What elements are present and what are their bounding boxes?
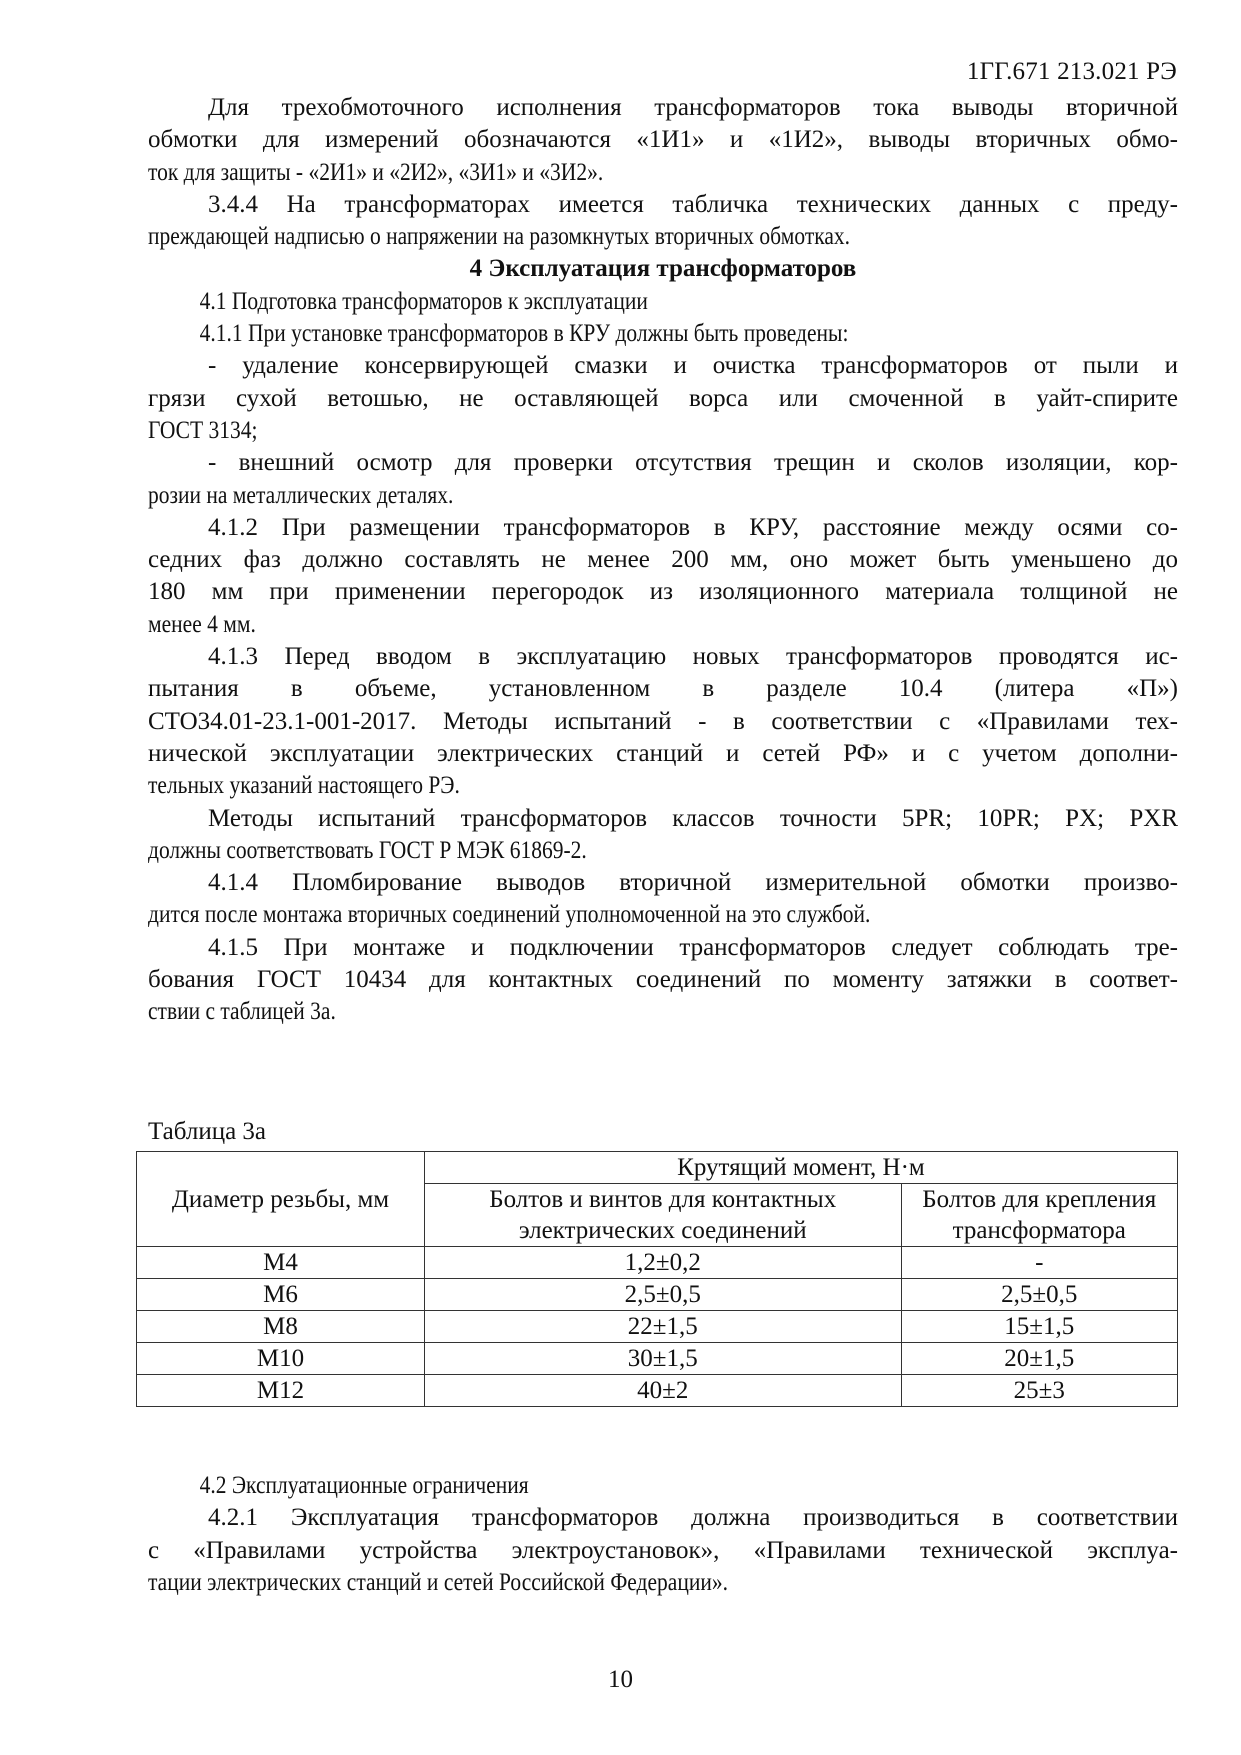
paragraph-4-1-2 — [148, 512, 1178, 641]
text-line: ГОСТ 3134; — [148, 416, 258, 444]
header-contact-bolts — [424, 1184, 901, 1247]
text-line: преждающей надписью о напряжении на разомкнутых вторичных обмотках. — [148, 223, 851, 251]
document-code: 1ГГ.671 213.021 РЭ — [966, 58, 1177, 85]
table-row — [137, 1375, 1178, 1407]
cell-contact-torque: 40±2 — [424, 1375, 901, 1407]
text-line: должны соответствовать ГОСТ Р МЭК 61869-2. — [148, 836, 587, 864]
text-line: обмотки для измерений обозначаются «1И1» и «1И2», выводы вторичных обмо- — [148, 126, 1178, 154]
header-text-line: Болтов для крепления — [922, 1186, 1157, 1213]
subsection-heading-4-2: 4.2 Эксплуатационные ограничения — [199, 1472, 529, 1499]
text-line: дится после монтажа вторичных соединений уполномоченной на это службой. — [148, 901, 871, 929]
paragraph-4-1-1: 4.1.1 При установке трансформаторов в КРУ должны быть проведены: — [199, 320, 849, 348]
text-line: пытания в объеме, установленном в разделе 10.4 (литера «П») — [148, 675, 1178, 703]
table-row — [137, 1247, 1178, 1279]
page-number: 10 — [608, 1666, 633, 1693]
torque-table — [136, 1151, 1178, 1407]
text-line: 4.1.4 Пломбирование выводов вторичной измерительной обмотки произво- — [208, 869, 1178, 897]
cell-mounting-torque: 25±3 — [901, 1375, 1177, 1407]
text-line: Для трехобмоточного исполнения трансформаторов тока выводы вторичной — [208, 94, 1178, 121]
header-mounting-bolts — [901, 1184, 1177, 1247]
header-text-line: трансформатора — [952, 1217, 1126, 1244]
cell-diameter: М10 — [137, 1343, 425, 1375]
document-body — [148, 92, 1178, 1029]
text-line: - внешний осмотр для проверки отсутствия трещин и сколов изоляции, кор- — [208, 449, 1178, 477]
text-line: - удаление консервирующей смазки и очистка трансформаторов от пыли и — [208, 352, 1178, 380]
text-line: розии на металлических деталях. — [148, 481, 454, 509]
paragraph-4-2-1 — [148, 1502, 1178, 1599]
cell-diameter: М4 — [137, 1247, 425, 1279]
section-4-2 — [148, 1470, 1178, 1599]
table-row — [137, 1311, 1178, 1343]
text-line: нической эксплуатации электрических станций и сетей РФ» и с учетом дополни- — [148, 739, 1178, 767]
list-item-grease-removal — [148, 350, 1178, 447]
table-row — [137, 1343, 1178, 1375]
text-line: ствии с таблицей 3а. — [148, 998, 336, 1026]
text-line: с «Правилами устройства электроустановок», «Правилами технической эксплуа- — [148, 1536, 1178, 1564]
paragraph-3-4-4 — [148, 189, 1178, 254]
text-line: 180 мм при применении перегородок из изоляционного материала толщиной не — [148, 578, 1178, 606]
paragraph-4-1-3 — [148, 641, 1178, 802]
cell-mounting-torque: 15±1,5 — [901, 1311, 1177, 1343]
header-thread-diameter: Диаметр резьбы, мм — [137, 1152, 425, 1247]
paragraph-4-1-5 — [148, 932, 1178, 1029]
cell-contact-torque: 30±1,5 — [424, 1343, 901, 1375]
text-line: седних фаз должно составлять не менее 200 мм, оно может быть уменьшено до — [148, 546, 1178, 574]
cell-contact-torque: 22±1,5 — [424, 1311, 901, 1343]
list-item-visual-inspection — [148, 447, 1178, 512]
text-line: бования ГОСТ 10434 для контактных соединений по моменту затяжки в соответ- — [148, 966, 1178, 994]
text-line: тельных указаний настоящего РЭ. — [148, 772, 460, 800]
cell-contact-torque: 1,2±0,2 — [424, 1247, 901, 1279]
text-line: тации электрических станций и сетей Российской Федерации». — [148, 1568, 728, 1596]
header-text-line: электрических соединений — [518, 1217, 807, 1244]
table-row — [137, 1279, 1178, 1311]
text-line: 3.4.4 На трансформаторах имеется табличка технических данных с преду- — [208, 190, 1178, 218]
header-text-line: Болтов и винтов для контактных — [489, 1186, 837, 1213]
text-line: менее 4 мм. — [148, 610, 256, 638]
text-line: 4.1.2 При размещении трансформаторов в КРУ, расстояние между осями со- — [208, 513, 1178, 541]
cell-contact-torque: 2,5±0,5 — [424, 1279, 901, 1311]
cell-diameter: М6 — [137, 1279, 425, 1311]
table-header-row — [137, 1152, 1178, 1184]
table-caption: Таблица 3а — [148, 1118, 267, 1145]
text-line: СТО34.01-23.1-001-2017. Методы испытаний - в соответствии с «Правилами тех- — [148, 707, 1178, 735]
cell-diameter: М12 — [137, 1375, 425, 1407]
header-torque-group: Крутящий момент, Н·м — [424, 1152, 1177, 1184]
cell-mounting-torque: 2,5±0,5 — [901, 1279, 1177, 1311]
text-line: 4.1.3 Перед вводом в эксплуатацию новых трансформаторов проводятся ис- — [208, 643, 1178, 671]
section-heading: 4 Эксплуатация трансформаторов — [469, 255, 857, 283]
cell-diameter: М8 — [137, 1311, 425, 1343]
cell-mounting-torque: 20±1,5 — [901, 1343, 1177, 1375]
text-line: 4.1.5 При монтаже и подключении трансформаторов следует соблюдать тре- — [208, 933, 1178, 961]
text-line: ток для защиты - «2И1» и «2И2», «3И1» и «3И2». — [148, 158, 604, 186]
text-line: грязи сухой ветошью, не оставляющей ворса или смоченной в уайт-спирите — [148, 384, 1178, 412]
paragraph-winding-terminals — [148, 92, 1178, 189]
text-line: 4.2.1 Эксплуатация трансформаторов должна производиться в соответствии — [208, 1504, 1178, 1532]
subsection-heading-4-1: 4.1 Подготовка трансформаторов к эксплуатации — [199, 287, 648, 315]
text-line: Методы испытаний трансформаторов классов точности 5PR; 10PR; PX; PXR — [208, 804, 1178, 832]
paragraph-test-methods — [148, 803, 1178, 868]
paragraph-4-1-4 — [148, 867, 1178, 932]
cell-mounting-torque: - — [901, 1247, 1177, 1279]
